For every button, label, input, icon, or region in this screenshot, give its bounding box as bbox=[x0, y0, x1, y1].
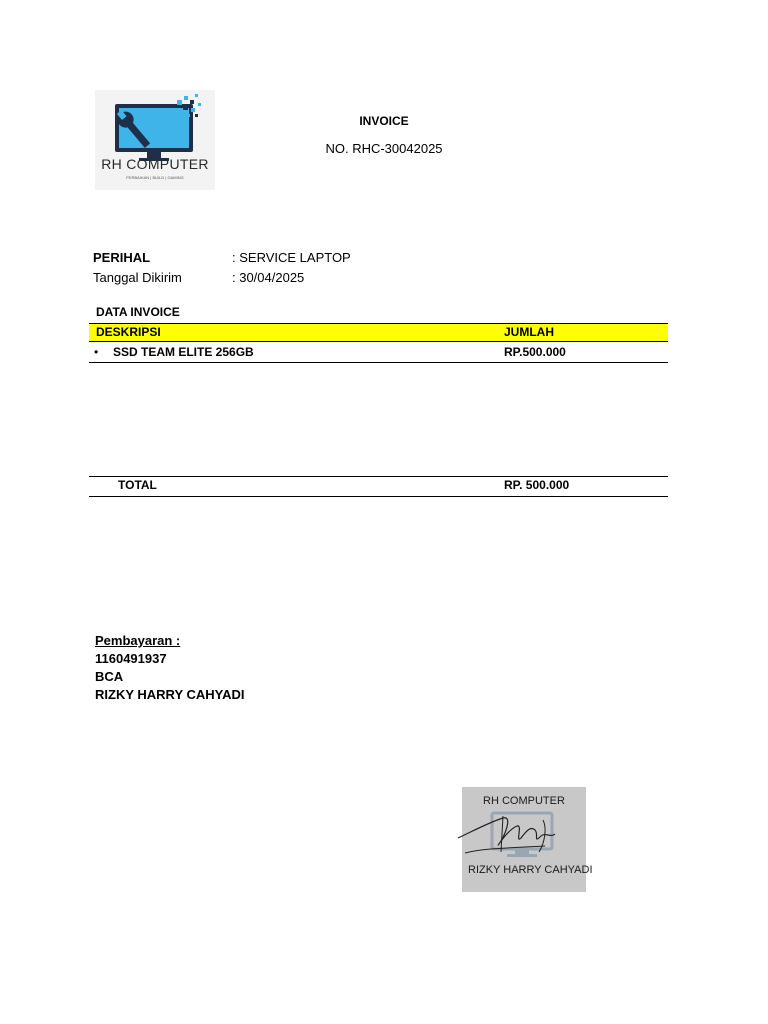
list-bullet: • bbox=[94, 345, 99, 359]
payment-account: 1160491937 bbox=[95, 651, 167, 666]
stamp-signer: RIZKY HARRY CAHYADI bbox=[468, 864, 593, 876]
column-description: DESKRIPSI bbox=[96, 325, 161, 339]
logo-company-name: RH COMPUTER bbox=[101, 156, 209, 172]
invoice-number: NO. RHC-30042025 bbox=[325, 141, 443, 156]
logo-tagline: PERBAIKAN | BUILD | GAMING bbox=[126, 175, 184, 180]
perihal-value: : SERVICE LAPTOP bbox=[232, 250, 351, 265]
item-amount: RP.500.000 bbox=[504, 345, 566, 359]
total-label: TOTAL bbox=[118, 478, 157, 492]
total-bottom-divider bbox=[89, 496, 668, 497]
invoice-title: INVOICE bbox=[359, 114, 409, 128]
tanggal-label: Tanggal Dikirim bbox=[93, 270, 182, 285]
total-top-divider bbox=[89, 476, 668, 477]
payment-bank: BCA bbox=[95, 669, 124, 684]
table-header-row bbox=[89, 323, 668, 342]
tanggal-value: : 30/04/2025 bbox=[232, 270, 305, 285]
payment-heading: Pembayaran : bbox=[95, 633, 181, 648]
item-divider bbox=[89, 362, 668, 363]
stamp-company: RH COMPUTER bbox=[483, 795, 565, 807]
item-description: SSD TEAM ELITE 256GB bbox=[113, 345, 254, 359]
payment-holder: RIZKY HARRY CAHYADI bbox=[95, 687, 245, 702]
perihal-label: PERIHAL bbox=[93, 250, 151, 265]
column-amount: JUMLAH bbox=[504, 325, 554, 339]
data-invoice-label: DATA INVOICE bbox=[96, 305, 180, 319]
handwritten-signature bbox=[455, 808, 565, 868]
total-value: RP. 500.000 bbox=[504, 478, 570, 492]
